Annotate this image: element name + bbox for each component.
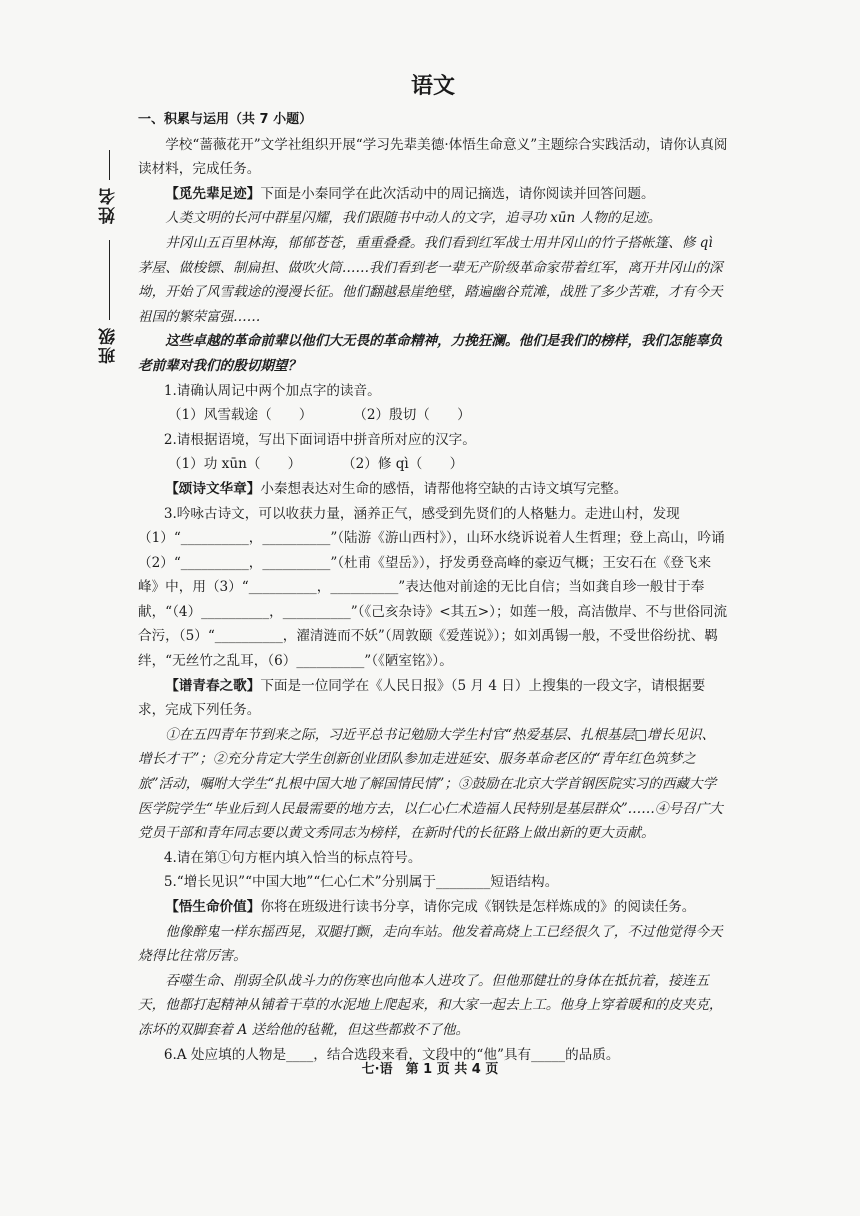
section-heading: 一、积累与运用（共 7 小题）: [138, 112, 313, 127]
task3-tag: 【谱青春之歌】: [165, 677, 261, 694]
question-6: 6.A 处应填的人物是____，结合选段来看，文段中的“他”具有_____的品质。: [163, 1046, 620, 1063]
question-2: 2.请根据语境，写出下面词语中拼音所对应的汉字。: [163, 431, 476, 448]
page-title: 语文: [410, 74, 455, 99]
task3-passage: ①在五四青年节到来之际，习近平总书记勉励大学生村官“热爱基层、扎根基层□增长见识、增长才干”；②充分肯定大学生创新创业团队参加走进延安、服务革命老区的“青年红色筑梦之旅”活动，嘱咐大学生“扎根中国大地了解国情民情”；③鼓励在北京大学首钢医院实习的西藏大学医学院学生“毕业后到人民最需要的地方去，以仁心仁术造福人民特别是基层群众”……④号召广大党员干部和青年同志要以黄文秀同志为榜样，在新时代的长征路上做出新的更大贡献。: [138, 726, 723, 842]
question-3: 3.吟咏古诗文，可以收获力量，涵养正气，感受到先贤们的人格魅力。走进山村，发现（1）“__________，__________”（陆游《游山西村》），山环水绕诉说着人生哲理；登上高山，吟诵（2）“__________，__________”（杜甫《望岳》），抒发勇登高峰的豪迈气概；王安石在《登飞来峰》中，用（3）“__________，__________”表达他对前途的无比自信；当如龚自珍一般甘于奉献，“（4）__________，__________”（《己亥杂诗》<其五>）；如莲一般，高洁傲岸、不与世俗同流合污，（5）“__________，濯清涟而不妖”（周敦颐《爱莲说》）；如刘禹锡一般，不受世俗纷扰、羁绊，“无丝竹之乱耳，（6）__________”（《陋室铭》）。: [138, 505, 728, 670]
intro-text: 学校“蔷薇花开”文学社组织开展“学习先辈美德·体悟生命意义”主题综合实践活动，请你认真阅读材料，完成任务。: [138, 136, 728, 178]
task1-passage-3: 这些卓越的革命前辈以他们大无畏的革命精神，力挽狂澜。他们是我们的榜样，我们怎能辜负老前辈对我们的殷切期望？: [138, 333, 723, 374]
binding-margin: [96, 150, 126, 380]
question-1-options: （1）风雪载途（ ） （2）殷切（ ）: [167, 407, 471, 424]
task4-prompt: 你将在班级进行读书分享，请你完成《钢铁是怎样炼成的》的阅读任务。: [260, 899, 696, 915]
task2-tag: 【颂诗文华章】: [165, 480, 261, 497]
task3-header: [138, 674, 728, 723]
task1-tag: 【觅先辈足迹】: [165, 185, 261, 202]
task1-passage-2: 井冈山五百里林海，郁郁苍苍，重重叠叠。我们看到红军战士用井冈山的竹子搭帐篷、修 qì 茅屋、做梭镖、制扁担、做吹火筒……我们看到老一辈无产阶级革命家带着红军，离开井冈山的深坳，开始了风雪载途的漫漫长征。他们翻越悬崖绝壁，踏遍幽谷荒滩，战胜了多少苦难，才有今天祖国的繁荣富强……: [138, 234, 723, 325]
exam-page: [138, 72, 728, 1067]
task4-passage-1: 他像醉鬼一样东摇西晃，双腿打颤，走向车站。他发着高烧上工已经很久了，不过他觉得今天烧得比往常厉害。: [138, 923, 723, 965]
task1-passage-1: 人类文明的长河中群星闪耀，我们跟随书中动人的文字，追寻功 xūn 人物的足迹。: [165, 210, 662, 227]
class-label: 班级: [99, 326, 119, 364]
task4-tag: 【悟生命价值】: [165, 899, 261, 915]
page-footer: 七·语 第 1 页 共 4 页: [361, 1062, 499, 1077]
question-1: 1.请确认周记中两个加点字的读音。: [163, 382, 381, 399]
task4-header: [138, 895, 728, 920]
task2-prompt: 小秦想表达对生命的感悟，请帮他将空缺的古诗文填写完整。: [260, 480, 628, 497]
task1-header: [138, 182, 728, 207]
question-2-options: （1）功 xūn（ ） （2）修 qì（ ）: [167, 456, 464, 473]
task3-prompt: 下面是一位同学在《人民日报》（5 月 4 日）上搜集的一段文字，请根据要求，完成下列任务。: [138, 677, 706, 719]
task1-prompt: 下面是小秦同学在此次活动中的周记摘选，请你阅读并回答问题。: [260, 185, 655, 202]
task2-header: [138, 477, 728, 502]
question-4: 4.请在第①句方框内填入恰当的标点符号。: [163, 849, 422, 866]
question-5: 5.“增长见识”“中国大地”“仁心仁术”分别属于________短语结构。: [163, 874, 559, 891]
name-label: 姓名: [99, 186, 119, 224]
task4-passage-2: 吞噬生命、削弱全队战斗力的伤寒也向他本人进攻了。但他那健壮的身体在抵抗着，接连五天，他都打起精神从铺着干草的水泥地上爬起来，和大家一起去上工。他身上穿着暖和的皮夹克，冻坏的双脚套着 A 送给他的毡靴，但这些都救不了他。: [138, 972, 723, 1038]
